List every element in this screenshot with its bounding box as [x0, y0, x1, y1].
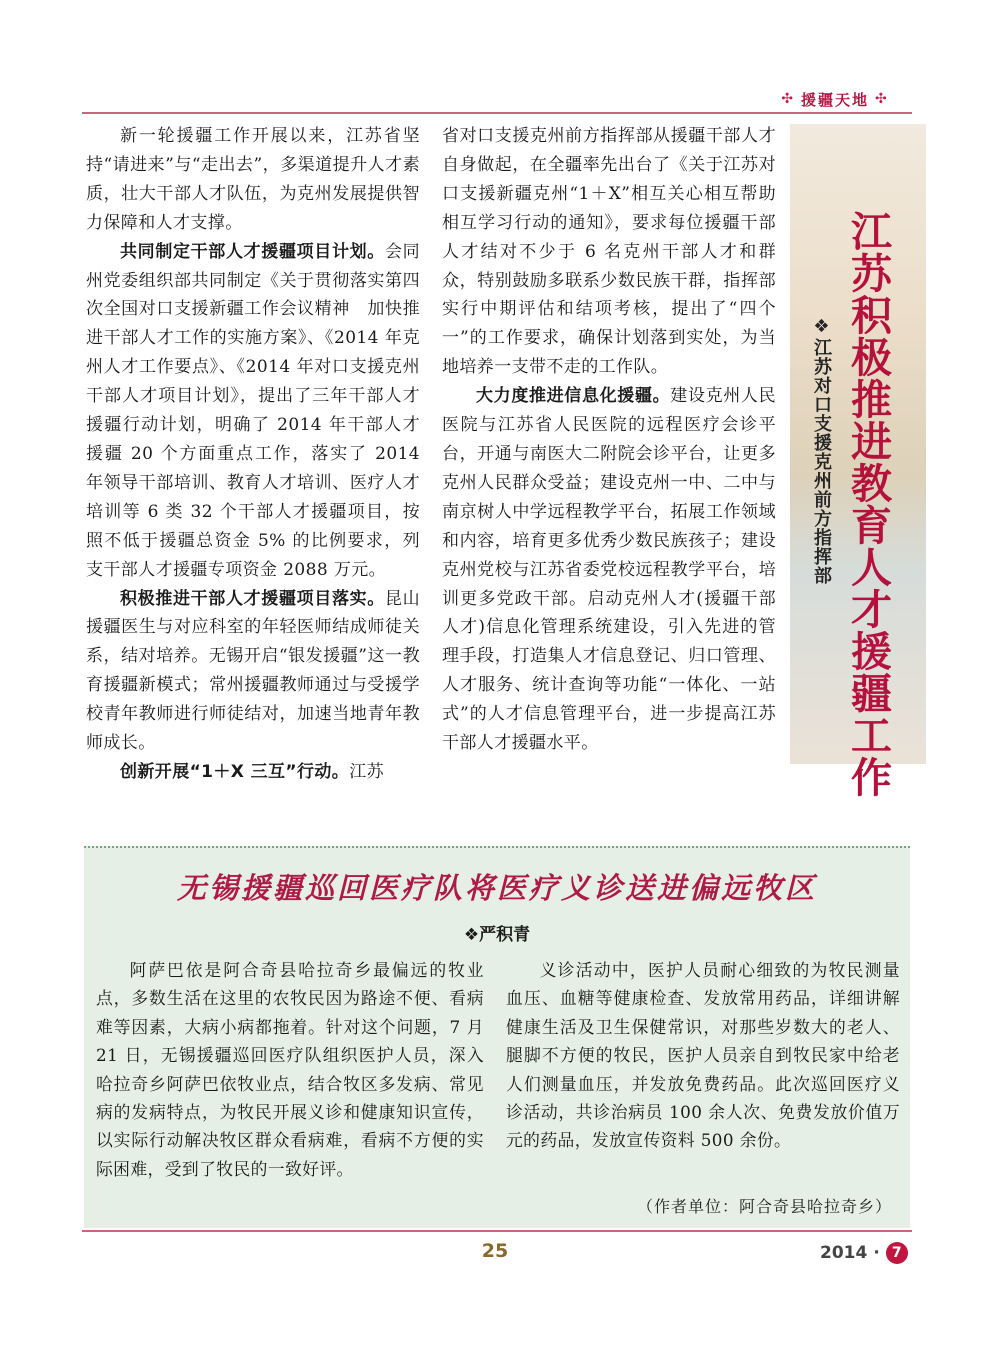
paragraph: 阿萨巴依是阿合奇县哈拉奇乡最偏远的牧业点，多数生活在这里的农牧民因为路途不便、看病难等因素，大病小病都拖着。针对这个问题，7 月 21 日，无锡援疆巡回医疗队组织医护人员，深入哈拉奇乡阿萨巴依牧业点，结合牧区多发病、常见病的发病特点，为牧民开展义诊和健康知识宣传，以实际行动解决牧区群众看病难，看病不方便的实际困难，受到了牧民的一致好评。 — [96, 960, 484, 1179]
page-number: 25 — [481, 1240, 509, 1262]
author-unit: （作者单位：阿合奇县哈拉奇乡） — [636, 1197, 892, 1216]
paragraph: 大力度推进信息化援疆。建设克州人民医院与江苏省人民医院的远程医疗会诊平台，开通与南医大二附院会诊平台，让更多克州人民群众受益；建设克州一中、二中与南京树人中学远程教学平台，拓展工作领域和内容，培育更多优秀少数民族孩子；建设克州党校与江苏省委党校远程教学平台，培训更多党政干部。启动克州人才(援疆干部人才)信息化管理系统建设，引入先进的管理手段，打造集人才信息登记、归口管理、人才服务、统计查询等功能“一体化、一站式”的人才信息管理平台，进一步提高江苏干部人才援疆水平。 — [442, 386, 776, 754]
box-author: ❖严积青 — [463, 925, 531, 945]
article-title: 江苏积极推进教育人才援疆工作 — [844, 210, 892, 798]
paragraph: 创新开展“1＋X 三互”行动。江苏 — [120, 761, 385, 782]
subheading: 积极推进干部人才援疆项目落实。 — [120, 588, 385, 609]
issue-separator: · — [873, 1243, 880, 1263]
issue-number-badge: 7 — [886, 1242, 908, 1264]
box-column-right — [506, 956, 900, 1155]
subheading: 大力度推进信息化援疆。 — [476, 386, 671, 407]
issue-label — [820, 1240, 920, 1266]
box-title: 无锡援疆巡回医疗队将医疗义诊送进偏远牧区 — [176, 871, 817, 905]
subheading: 共同制定干部人才援疆项目计划。 — [120, 241, 385, 262]
ornament-icon: ✣ — [781, 91, 795, 107]
issue-year: 2014 — [820, 1243, 868, 1263]
paragraph: 省对口支援克州前方指挥部从援疆干部人才自身做起，在全疆率先出台了《关于江苏对口支援新疆克州“1＋X”相互关心相互帮助相互学习行动的通知》，要求每位援疆干部人才结对不少于 6 名克州干部人才和群众，特别鼓励多联系少数民族干群，指挥部实行中期评估和结项考核，提出了“四个一”的工作要求，确保计划落到实处，为当地培养一支带不走的工作队。 — [442, 126, 776, 378]
paragraph: 新一轮援疆工作开展以来，江苏省坚持“请进来”与“走出去”，多渠道提升人才素质，壮大干部人才队伍，为克州发展提供智力保障和人才支撑。 — [86, 126, 420, 233]
article-column-left — [86, 122, 420, 787]
header-rule — [82, 112, 912, 114]
section-name: 援疆天地 — [800, 90, 869, 109]
box-column-left — [96, 956, 484, 1183]
footer-rule — [82, 1230, 912, 1232]
article-column-middle — [442, 122, 776, 758]
ornament-icon: ✣ — [875, 91, 889, 107]
paragraph: 共同制定干部人才援疆项目计划。会同州党委组织部共同制定《关于贯彻落实第四次全国对口支援新疆工作会议精神 加快推进干部人才工作的实施方案》、《2014 年克州人才工作要点》、《2014 年对口支援克州干部人才项目计划》，提出了三年干部人才援疆行动计划，明确了 2014 年干部人才援疆 20 个方面重点工作，落实了 2014 年领导干部培训、教育人才培训、医疗人才培训等 6 类 32 个干部人才援疆项目，按照不低于援疆总资金 5% 的比例要求，列支干部人才援疆专项资金 2088 万元。 — [86, 241, 420, 580]
subheading: 创新开展“1＋X 三互”行动。 — [120, 761, 350, 782]
paragraph: 积极推进干部人才援疆项目落实。昆山援疆医生与对应科室的年轻医师结成师徒关系，结对培养。无锡开启“银发援疆”这一教育援疆新模式；常州援疆教师通过与受援学校青年教师进行师徒结对，加速当地青年教师成长。 — [86, 588, 420, 754]
article-byline: ❖江苏对口支援克州前方指挥部 — [811, 316, 832, 585]
section-tag — [760, 86, 910, 112]
paragraph: 义诊活动中，医护人员耐心细致的为牧民测量血压、血糖等健康检查、发放常用药品，详细讲解健康生活及卫生保健常识，对那些岁数大的老人、腿脚不方便的牧民，医护人员亲自到牧民家中给老人们测量血压，并发放免费药品。此次巡回医疗义诊活动，共诊治病员 100 余人次、免费发放价值万元的药品，发放宣传资料 500 余份。 — [506, 960, 900, 1151]
